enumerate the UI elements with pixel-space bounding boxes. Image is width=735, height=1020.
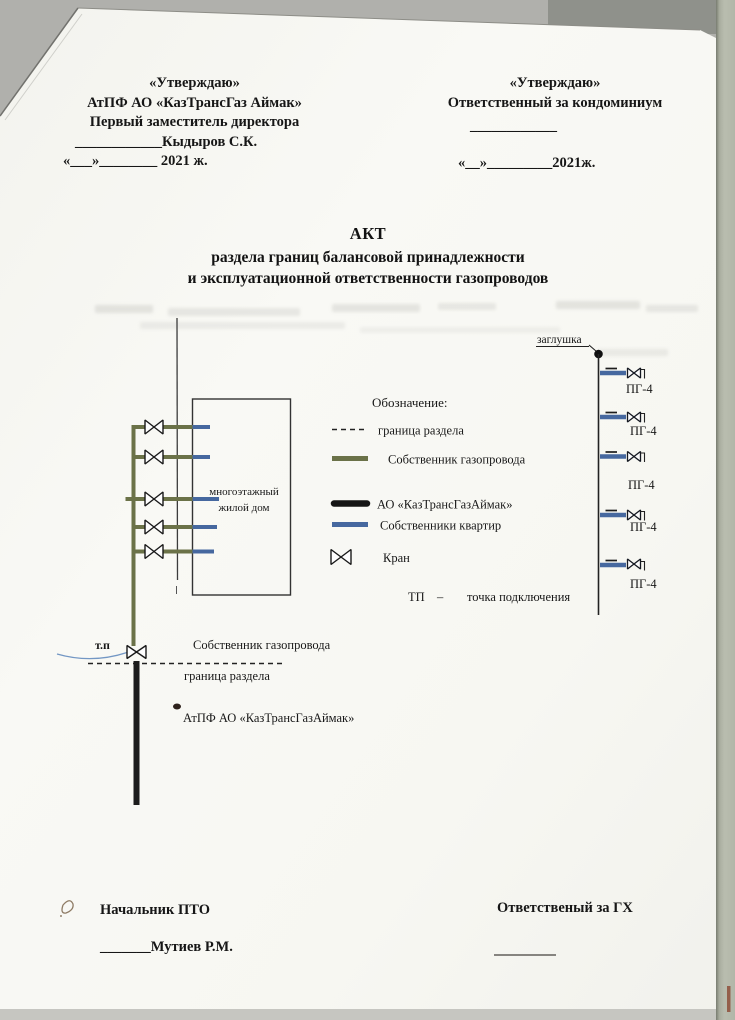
bleed-smudge [140, 322, 345, 329]
approve-right-block [430, 74, 680, 173]
legend-title: Обозначение: [372, 395, 448, 410]
company-label: АтПФ АО «КазТрансГазАймак» [183, 711, 355, 725]
legend-item-owner: Собственник газопровода [388, 452, 526, 467]
page-edge-strip [716, 0, 735, 1020]
pg4-label: ПГ-4 [630, 577, 657, 591]
approve-left-line3: Первый заместитель директора [89, 114, 300, 130]
approve-left-signature-line: ____________Кыдыров С.К. [75, 133, 258, 150]
legend-tp-dash: – [437, 590, 444, 604]
pg4-label: ПГ-4 [630, 424, 657, 438]
plug-label: заглушка [537, 334, 582, 346]
sig-right-role: Ответственый за ГХ [497, 900, 633, 916]
approve-right-line2: Ответственный за кондоминиум [447, 94, 663, 111]
bleed-smudge [332, 304, 420, 312]
sig-left-name: _______Мутиев Р.М. [100, 939, 233, 955]
boundary-label: граница раздела [184, 669, 270, 683]
page-edge-bottom [0, 1009, 716, 1020]
bleed-smudge [168, 308, 300, 316]
approve-left-line2: АтПФ АО «КазТрансГаз Аймак» [87, 94, 302, 111]
document-title-line2: раздела границ балансовой принадлежности [211, 249, 525, 266]
bleed-smudge [95, 305, 153, 313]
legend-item-company: АО «КазТрансГазАймак» [377, 497, 513, 512]
bleed-smudge [438, 303, 496, 310]
legend-tp-abbr: ТП [408, 590, 425, 604]
building-label-line1: многоэтажный [209, 486, 279, 498]
approve-right-line1: «Утверждаю» [509, 75, 601, 91]
bleed-smudge [598, 349, 668, 356]
approve-left-date-line: «___»________ 2021 ж. [63, 153, 208, 169]
legend-item-valve: Кран [383, 551, 410, 565]
pg4-label: ПГ-4 [628, 478, 655, 492]
legend-tp-text: точка подключения [467, 590, 571, 604]
bleed-smudge [646, 305, 698, 312]
document-title-line1: АКТ [349, 224, 387, 243]
legend-item-apartments: Собственники квартир [380, 518, 502, 533]
pg4-label: ПГ-4 [630, 520, 657, 534]
building-label-line2: жилой дом [218, 502, 270, 514]
tp-point-label: т.п [95, 638, 110, 652]
bleed-smudge [360, 327, 560, 333]
document-title [40, 224, 696, 289]
legend-item-boundary: граница раздела [378, 423, 464, 438]
bleed-smudge [556, 301, 640, 309]
pg4-label: ПГ-4 [626, 382, 653, 396]
sig-left-role: Начальник ПТО [100, 902, 211, 918]
document-title-line3: и эксплуатационной ответственности газопроводов [187, 269, 549, 287]
owner-label: Собственник газопровода [193, 638, 331, 652]
approve-left-block [52, 74, 337, 172]
approve-right-date-line: «__»_________2021ж. [458, 154, 596, 171]
approve-right-signature-line: ____________ [470, 118, 557, 134]
approve-left-line1: «Утверждаю» [149, 75, 240, 91]
